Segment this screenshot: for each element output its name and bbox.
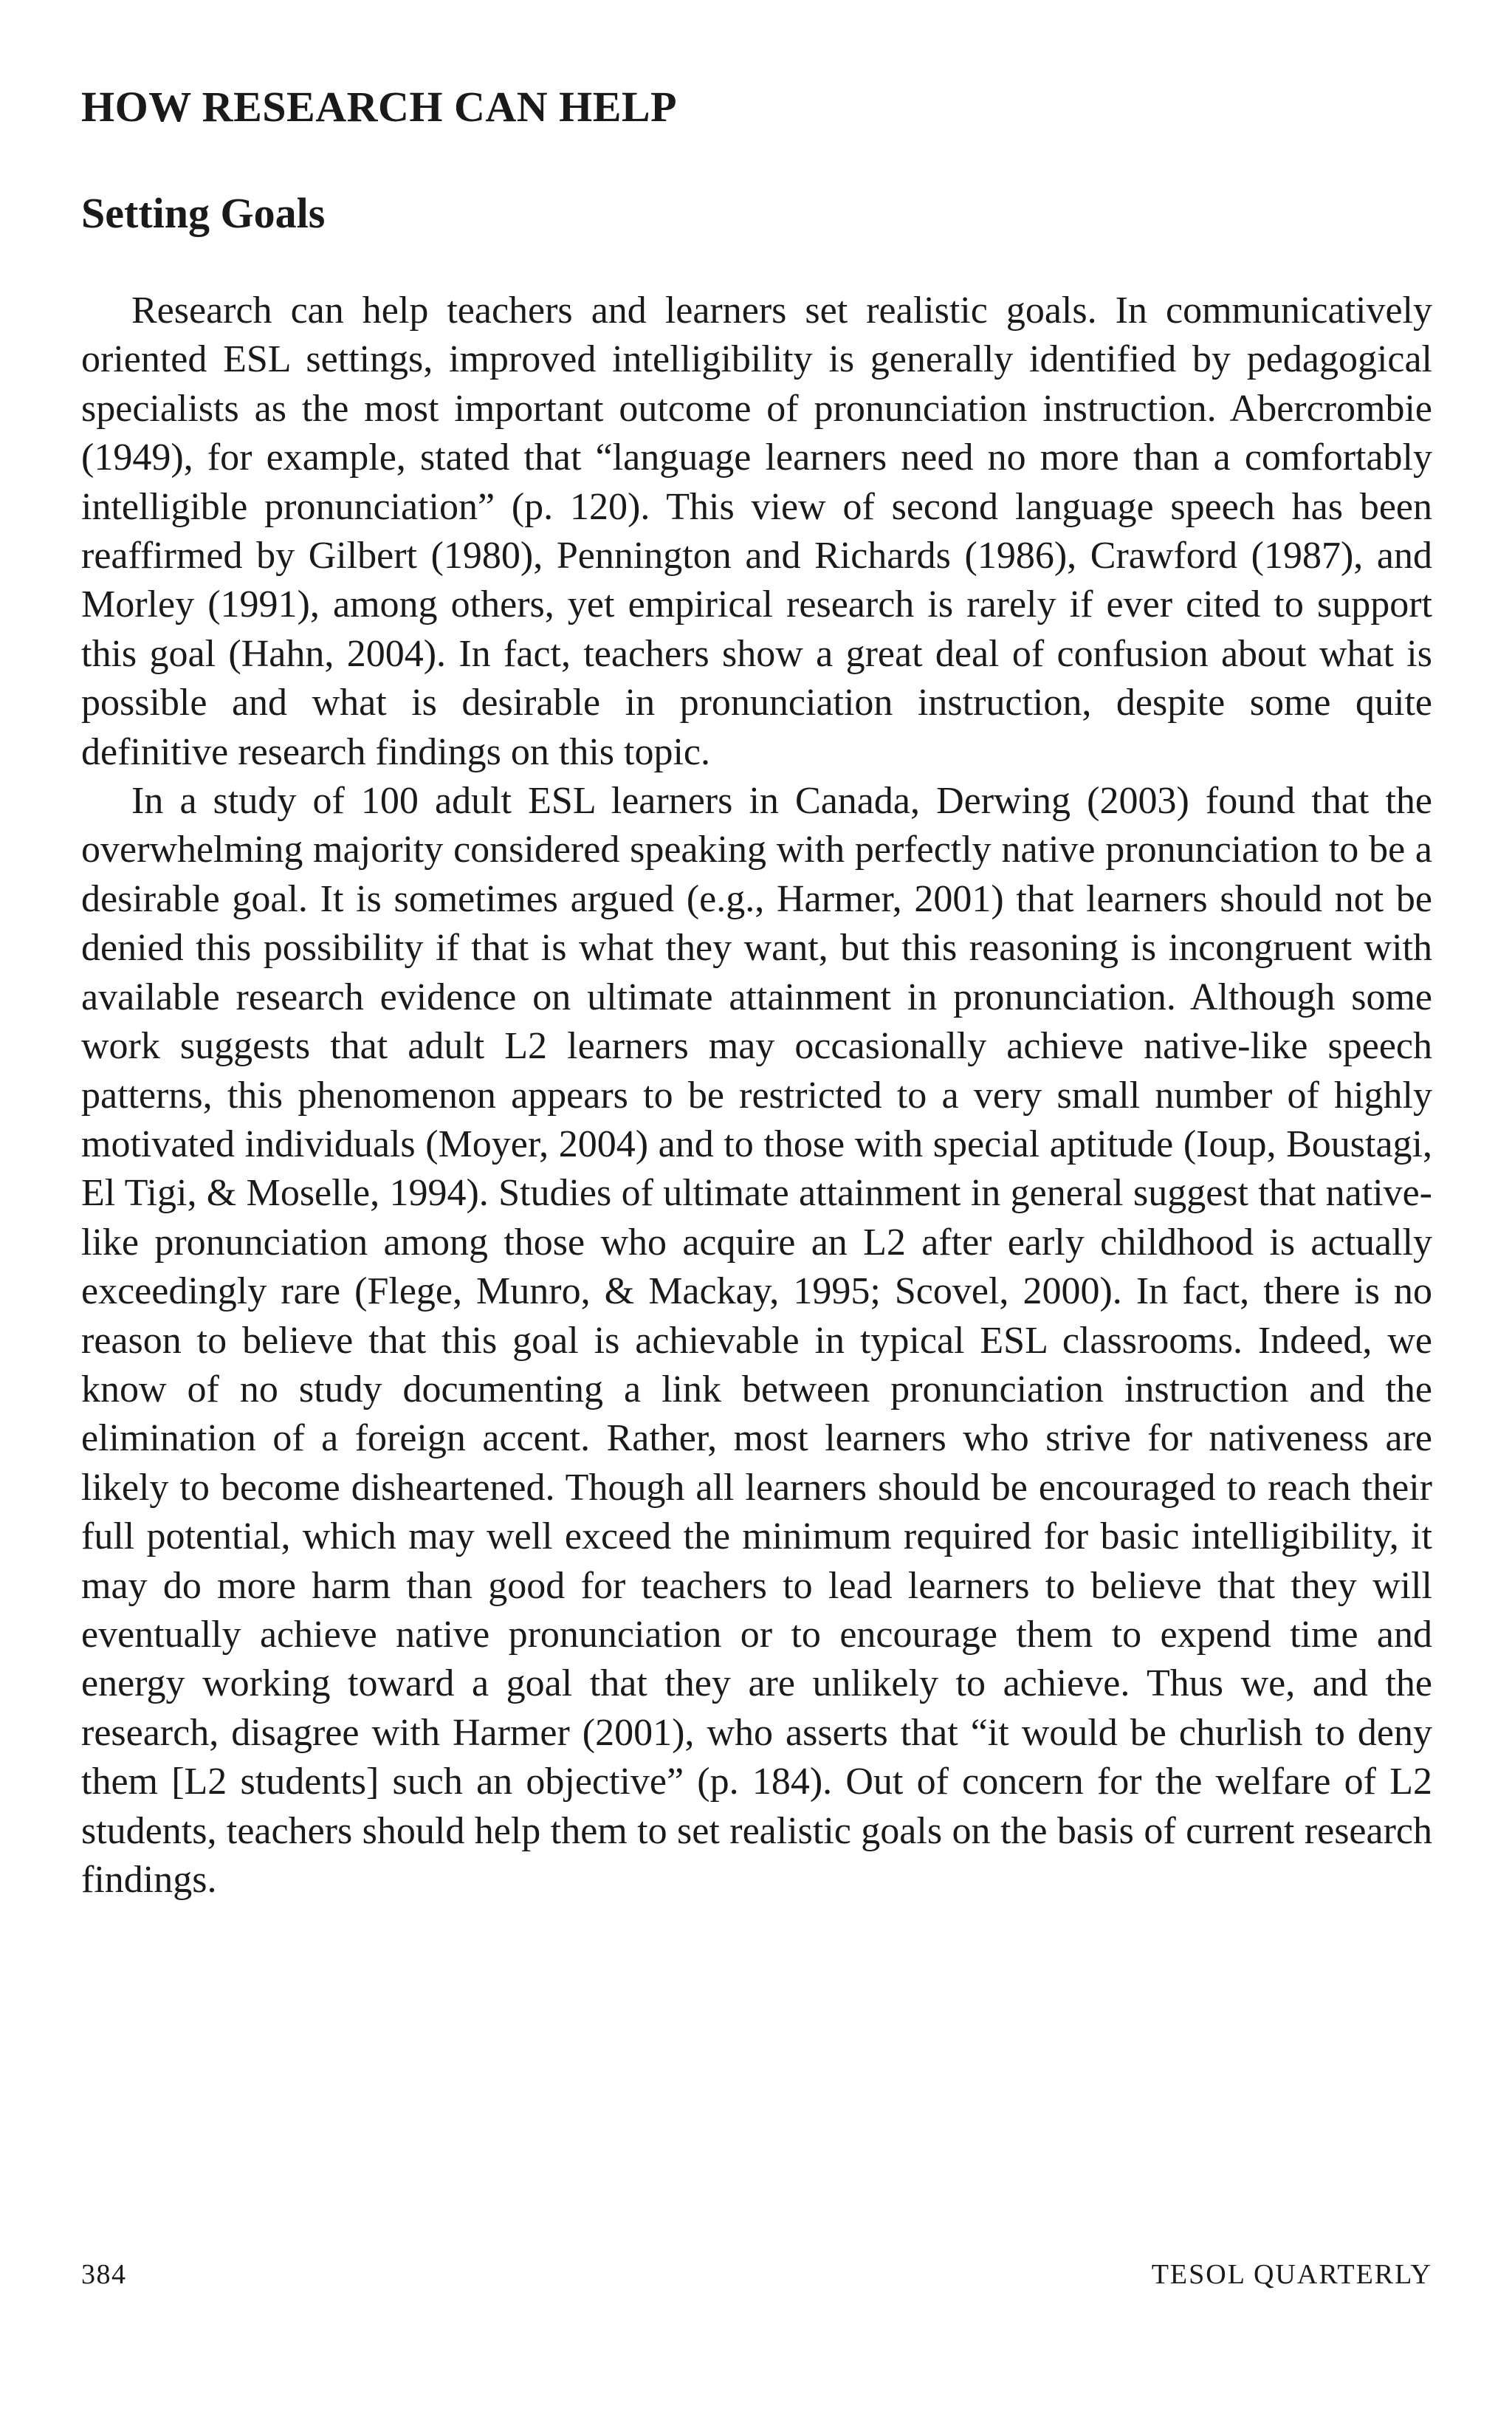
subsection-heading: Setting Goals xyxy=(81,189,326,237)
page-number: 384 xyxy=(81,2259,127,2290)
paragraph-2: In a study of 100 adult ESL learners in Canada, Derwing (2003) found that the overwhelming majority considered speaking with perfectly native pronunciation to be a desirable goal. It is sometimes argued (e.g., Harmer, 2001) that learners should not be denied this possibility if that is what they want, but this reasoning is incongruent with available research evidence on ultimate attainment in pronunciation. Although some work suggests that adult L2 learners may occasionally achieve native-like speech patterns, this phenomenon appears to be restricted to a very small number of highly motivated individuals (Moyer, 2004) and to those with special aptitude (Ioup, Boustagi, El Tigi, & Moselle, 1994). Studies of ultimate attainment in general suggest that native-like pronunciation among those who acquire an L2 after early childhood is actually exceedingly rare (Flege, Munro, & Mackay, 1995; Scovel, 2000). In fact, there is no reason to believe that this goal is achievable in typical ESL classrooms. Indeed, we know of no study documenting a link between pronunciation instruction and the elimination of a foreign accent. Rather, most learners who strive for nativeness are likely to become disheartened. Though all learners should be encouraged to reach their full potential, which may well exceed the minimum required for basic intelligibility, it may do more harm than good for teachers to lead learners to believe that they will eventually achieve native pronunciation or to encourage them to expend time and energy working toward a goal that they are unlikely to achieve. Thus we, and the research, disagree with Harmer (2001), who asserts that “it would be churlish to deny them [L2 students] such an objective” (p. 184). Out of concern for the welfare of L2 students, teachers should help them to set realistic goals on the basis of current research findings. xyxy=(81,780,1432,1901)
document-page xyxy=(81,0,1432,2420)
section-heading: HOW RESEARCH CAN HELP xyxy=(81,83,678,131)
body-text xyxy=(81,287,1432,1905)
paragraph-1: Research can help teachers and learners set realistic goals. In communicatively oriented ESL settings, improved intelligibility is generally identified by pedagogical specialists as the most important outcome of pronunciation instruction. Abercrombie (1949), for example, stated that “language learners need no more than a comfortably intelligible pronunciation” (p. 120). This view of second language speech has been reaffirmed by Gilbert (1980), Pennington and Richards (1986), Crawford (1987), and Morley (1991), among others, yet empirical research is rarely if ever cited to support this goal (Hahn, 2004). In fact, teachers show a great deal of confusion about what is possible and what is desirable in pronunciation instruction, despite some quite definitive research findings on this topic. xyxy=(81,289,1432,773)
journal-name: TESOL QUARTERLY xyxy=(1151,2259,1432,2290)
